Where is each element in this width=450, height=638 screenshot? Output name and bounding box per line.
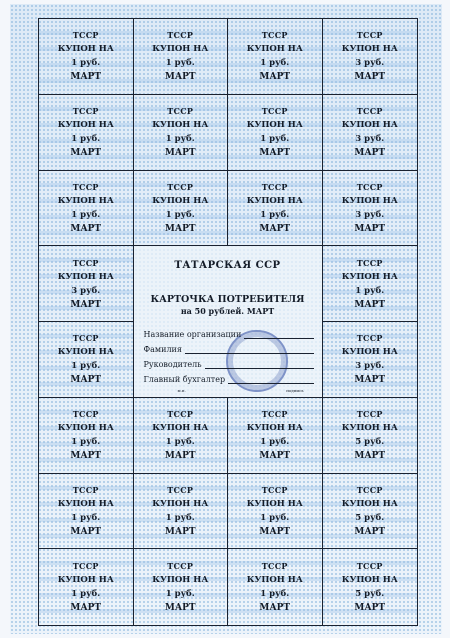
coupon-label: КУПОН НА xyxy=(246,44,303,55)
coupon-amount: 3 руб. xyxy=(355,361,385,372)
coupon-label: КУПОН НА xyxy=(152,120,209,131)
field-line xyxy=(185,345,314,354)
coupon-issuer: ТССР xyxy=(167,409,194,420)
coupon-amount: 1 руб. xyxy=(71,437,101,448)
organization-field xyxy=(144,324,314,339)
coupon-month: МАРТ xyxy=(259,223,291,234)
coupon xyxy=(134,474,229,550)
coupon-month: МАРТ xyxy=(354,451,386,462)
coupon-month: МАРТ xyxy=(70,299,102,310)
coupon-label: КУПОН НА xyxy=(57,271,114,282)
coupon-label: КУПОН НА xyxy=(246,575,303,586)
coupon xyxy=(323,95,418,171)
coupon-month: МАРТ xyxy=(354,603,386,614)
coupon xyxy=(39,171,134,247)
coupon-label: КУПОН НА xyxy=(246,423,303,434)
coupon-amount: 5 руб. xyxy=(355,589,385,600)
coupon-issuer: ТССР xyxy=(72,333,99,344)
coupon-amount: 1 руб. xyxy=(355,285,385,296)
coupon-label: КУПОН НА xyxy=(57,44,114,55)
coupon-label: КУПОН НА xyxy=(57,575,114,586)
coupon-label: КУПОН НА xyxy=(341,120,398,131)
field-label: Руководитель xyxy=(143,360,202,370)
field-label: Фамилия xyxy=(143,345,182,355)
coupon xyxy=(228,398,323,474)
coupon-month: МАРТ xyxy=(164,451,196,462)
coupon-issuer: ТССР xyxy=(72,561,99,572)
coupon-issuer: ТССР xyxy=(261,484,288,495)
coupon-issuer: ТССР xyxy=(72,257,99,268)
coupon xyxy=(323,474,418,550)
coupon-issuer: ТССР xyxy=(356,30,383,41)
director-field xyxy=(144,354,314,369)
coupon-label: КУПОН НА xyxy=(246,120,303,131)
coupon-month: МАРТ xyxy=(70,375,102,386)
field-line xyxy=(228,375,313,384)
republic-title: ТАТАРСКАЯ ССР xyxy=(174,260,281,272)
coupon-month: МАРТ xyxy=(354,223,386,234)
coupon-issuer: ТССР xyxy=(356,333,383,344)
coupon-amount: 1 руб. xyxy=(165,437,195,448)
coupon xyxy=(39,549,134,625)
coupon-issuer: ТССР xyxy=(72,484,99,495)
field-label: Название организации xyxy=(143,330,242,340)
coupon-month: МАРТ xyxy=(354,299,386,310)
coupon-amount: 1 руб. xyxy=(165,209,195,220)
coupon-month: МАРТ xyxy=(70,451,102,462)
coupon xyxy=(323,322,418,398)
coupon-issuer: ТССР xyxy=(261,409,288,420)
coupon-grid xyxy=(38,18,418,626)
coupon-amount: 5 руб. xyxy=(355,437,385,448)
coupon xyxy=(39,246,134,322)
coupon xyxy=(134,549,229,625)
coupon-month: МАРТ xyxy=(259,451,291,462)
coupon-month: МАРТ xyxy=(354,72,386,83)
coupon-amount: 1 руб. xyxy=(71,361,101,372)
coupon-issuer: ТССР xyxy=(261,106,288,117)
signature-label: подпись xyxy=(286,387,304,393)
coupon-month: МАРТ xyxy=(70,223,102,234)
coupon-label: КУПОН НА xyxy=(341,347,398,358)
coupon-month: МАРТ xyxy=(259,603,291,614)
seal-place-label: м.п. xyxy=(177,387,186,393)
coupon-issuer: ТССР xyxy=(356,561,383,572)
coupon xyxy=(134,19,229,95)
coupon xyxy=(134,171,229,247)
card-subtitle: на 50 рублей. МАРТ xyxy=(180,306,275,317)
coupon-issuer: ТССР xyxy=(261,30,288,41)
coupon xyxy=(323,549,418,625)
card-fields xyxy=(144,324,314,384)
coupon-amount: 1 руб. xyxy=(165,589,195,600)
coupon xyxy=(39,398,134,474)
coupon-amount: 3 руб. xyxy=(71,285,101,296)
coupon-amount: 1 руб. xyxy=(71,589,101,600)
coupon xyxy=(228,171,323,247)
coupon-amount: 1 руб. xyxy=(260,437,290,448)
coupon-issuer: ТССР xyxy=(72,30,99,41)
coupon-month: МАРТ xyxy=(259,526,291,537)
coupon-label: КУПОН НА xyxy=(246,195,303,206)
coupon xyxy=(228,474,323,550)
coupon-amount: 1 руб. xyxy=(71,512,101,523)
coupon-issuer: ТССР xyxy=(167,484,194,495)
coupon-issuer: ТССР xyxy=(167,561,194,572)
coupon xyxy=(39,95,134,171)
coupon-amount: 1 руб. xyxy=(71,209,101,220)
coupon-label: КУПОН НА xyxy=(152,498,209,509)
coupon-issuer: ТССР xyxy=(167,181,194,192)
coupon-label: КУПОН НА xyxy=(152,44,209,55)
coupon xyxy=(39,19,134,95)
coupon xyxy=(134,398,229,474)
coupon-month: МАРТ xyxy=(259,148,291,159)
coupon-amount: 1 руб. xyxy=(165,58,195,69)
coupon-amount: 1 руб. xyxy=(260,58,290,69)
coupon xyxy=(228,95,323,171)
coupon-label: КУПОН НА xyxy=(341,575,398,586)
coupon-amount: 1 руб. xyxy=(71,58,101,69)
coupon-label: КУПОН НА xyxy=(341,44,398,55)
coupon-amount: 1 руб. xyxy=(165,134,195,145)
coupon-label: КУПОН НА xyxy=(246,498,303,509)
coupon-label: КУПОН НА xyxy=(341,498,398,509)
coupon-month: МАРТ xyxy=(70,72,102,83)
coupon xyxy=(134,95,229,171)
coupon-month: МАРТ xyxy=(70,148,102,159)
coupon-month: МАРТ xyxy=(164,148,196,159)
coupon-label: КУПОН НА xyxy=(152,195,209,206)
coupon-amount: 1 руб. xyxy=(260,134,290,145)
coupon xyxy=(323,398,418,474)
coupon-amount: 5 руб. xyxy=(355,512,385,523)
coupon xyxy=(323,246,418,322)
coupon-issuer: ТССР xyxy=(72,181,99,192)
coupon-issuer: ТССР xyxy=(356,257,383,268)
coupon-issuer: ТССР xyxy=(261,561,288,572)
field-label: Главный бухгалтер xyxy=(143,375,226,385)
coupon-amount: 3 руб. xyxy=(355,58,385,69)
coupon-month: МАРТ xyxy=(354,375,386,386)
coupon-month: МАРТ xyxy=(164,603,196,614)
coupon xyxy=(39,322,134,398)
coupon-issuer: ТССР xyxy=(356,484,383,495)
coupon-label: КУПОН НА xyxy=(341,423,398,434)
coupon-amount: 3 руб. xyxy=(355,209,385,220)
coupon-label: КУПОН НА xyxy=(57,120,114,131)
coupon-label: КУПОН НА xyxy=(152,575,209,586)
coupon xyxy=(39,474,134,550)
coupon-issuer: ТССР xyxy=(167,30,194,41)
coupon-issuer: ТССР xyxy=(72,106,99,117)
card-title: КАРТОЧКА ПОТРЕБИТЕЛЯ xyxy=(150,294,305,306)
coupon xyxy=(228,549,323,625)
coupon-label: КУПОН НА xyxy=(57,195,114,206)
coupon xyxy=(323,171,418,247)
consumer-card xyxy=(134,246,323,398)
chief-accountant-field xyxy=(144,369,314,384)
coupon-month: МАРТ xyxy=(164,223,196,234)
coupon-month: МАРТ xyxy=(354,148,386,159)
surname-field xyxy=(144,339,314,354)
coupon-label: КУПОН НА xyxy=(152,423,209,434)
coupon-label: КУПОН НА xyxy=(341,195,398,206)
coupon xyxy=(228,19,323,95)
coupon-label: КУПОН НА xyxy=(57,423,114,434)
coupon-month: МАРТ xyxy=(164,526,196,537)
coupon-amount: 3 руб. xyxy=(355,134,385,145)
coupon-issuer: ТССР xyxy=(72,409,99,420)
coupon-label: КУПОН НА xyxy=(57,498,114,509)
coupon-amount: 1 руб. xyxy=(165,512,195,523)
coupon-month: МАРТ xyxy=(70,526,102,537)
coupon-issuer: ТССР xyxy=(356,409,383,420)
coupon-label: КУПОН НА xyxy=(341,271,398,282)
coupon-issuer: ТССР xyxy=(356,181,383,192)
ration-card-sheet xyxy=(10,4,442,634)
coupon-month: МАРТ xyxy=(259,72,291,83)
coupon-amount: 1 руб. xyxy=(71,134,101,145)
coupon-amount: 1 руб. xyxy=(260,589,290,600)
field-line xyxy=(205,360,314,369)
coupon-amount: 1 руб. xyxy=(260,512,290,523)
coupon-label: КУПОН НА xyxy=(57,347,114,358)
field-line xyxy=(244,330,313,339)
coupon-issuer: ТССР xyxy=(356,106,383,117)
coupon-issuer: ТССР xyxy=(261,181,288,192)
coupon-month: МАРТ xyxy=(354,526,386,537)
coupon xyxy=(323,19,418,95)
coupon-amount: 1 руб. xyxy=(260,209,290,220)
coupon-month: МАРТ xyxy=(70,603,102,614)
coupon-month: МАРТ xyxy=(164,72,196,83)
coupon-issuer: ТССР xyxy=(167,106,194,117)
